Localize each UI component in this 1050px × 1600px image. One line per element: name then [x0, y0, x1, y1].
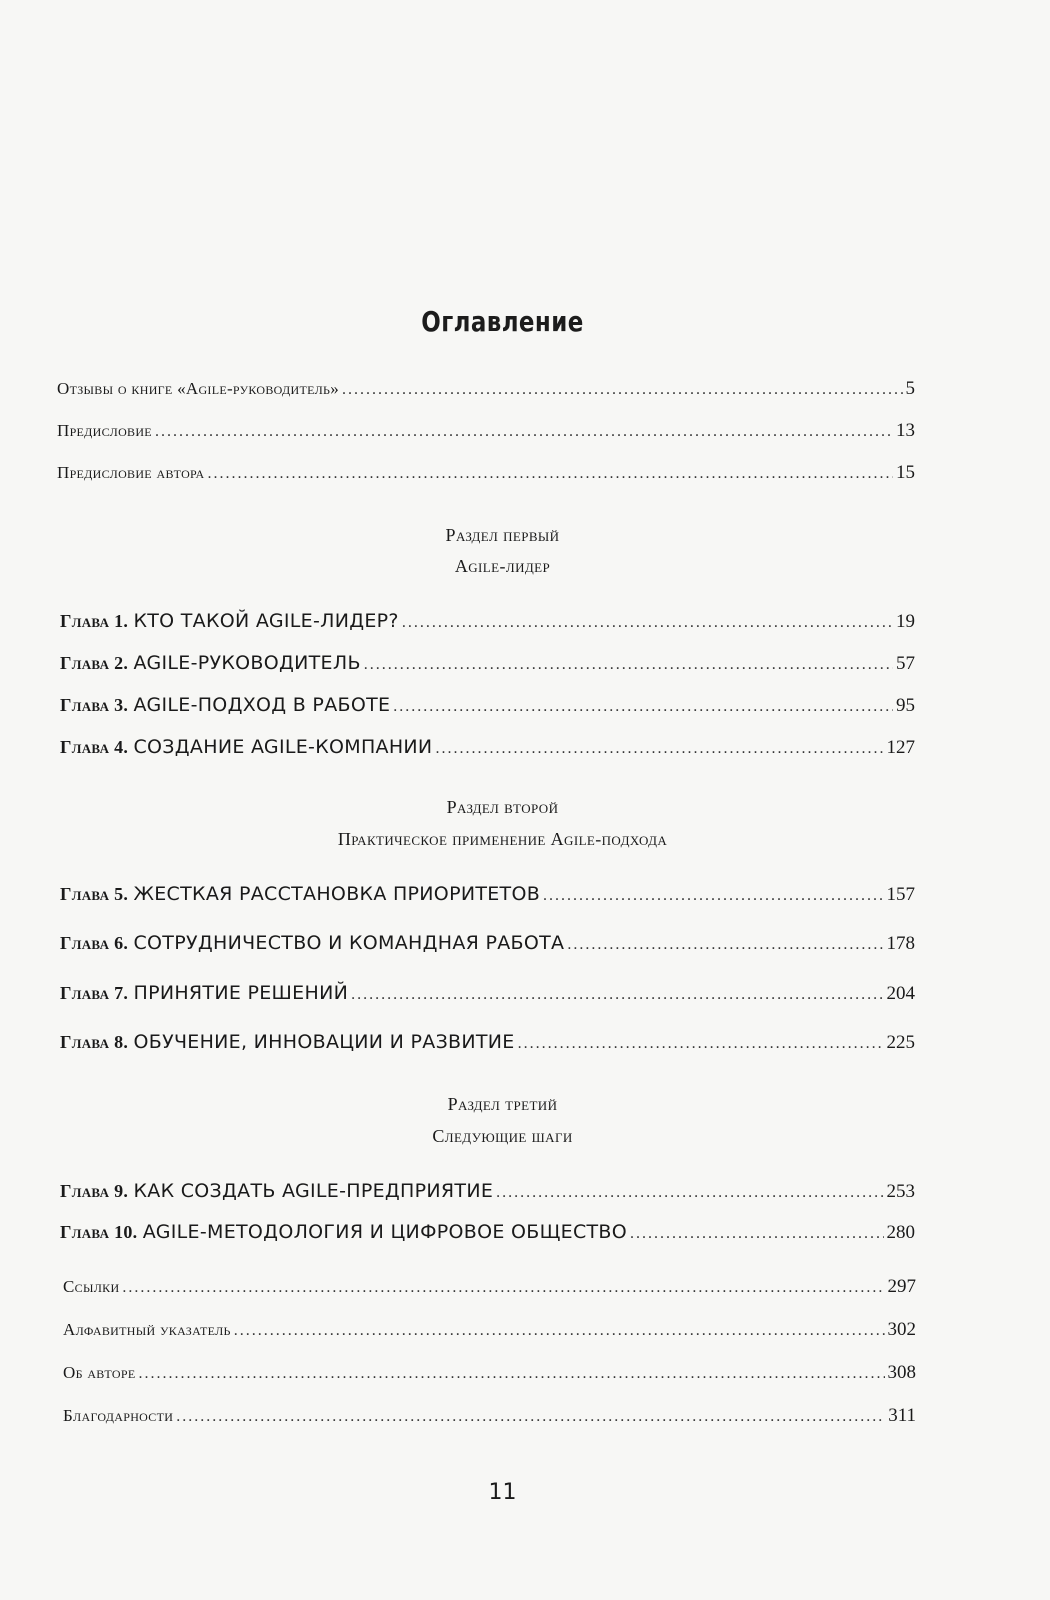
chapter-number: Глава 4. [60, 737, 129, 757]
toc-entry-acknowledgements [63, 1405, 916, 1431]
toc-entry-references [63, 1276, 916, 1302]
chapter-number: Глава 9. [60, 1181, 129, 1201]
chapter-title: AGILE-МЕТОДОЛОГИЯ И ЦИФРОВОЕ ОБЩЕСТВО [142, 1221, 628, 1243]
chapter-title: ЖЕСТКАЯ РАССТАНОВКА ПРИОРИТЕТОВ [133, 883, 541, 905]
toc-page-number: 19 [896, 611, 915, 632]
toc-page-number: 253 [886, 1181, 915, 1202]
chapter-label [60, 982, 348, 1005]
chapter-label [60, 1221, 627, 1244]
dot-leader [630, 1225, 883, 1243]
dot-leader [543, 887, 883, 905]
chapter-title: КАК СОЗДАТЬ AGILE-ПРЕДПРИЯТИЕ [133, 1180, 494, 1202]
toc-entry-label: Предисловие автора [57, 463, 205, 482]
toc-chapter-4 [60, 736, 915, 762]
toc-page-number: 302 [887, 1319, 916, 1340]
chapter-title: СОЗДАНИЕ AGILE-КОМПАНИИ [133, 736, 433, 758]
toc-chapter-7 [60, 982, 915, 1008]
chapter-title: ПРИНЯТИЕ РЕШЕНИЙ [133, 982, 349, 1004]
toc-page-number: 157 [886, 884, 915, 905]
dot-leader [496, 1184, 883, 1202]
chapter-number: Глава 5. [60, 884, 129, 904]
toc-page-number: 204 [886, 983, 915, 1004]
section-subtitle: Следующие шаги [432, 1126, 573, 1146]
toc-page-number: 15 [896, 462, 915, 483]
toc-page-number: 13 [896, 420, 915, 441]
chapter-number: Глава 1. [60, 611, 129, 631]
dot-leader [155, 423, 893, 441]
chapter-number: Глава 10. [60, 1222, 138, 1242]
toc-page-number: 5 [905, 378, 915, 399]
section-subtitle: Agile-лидер [454, 556, 551, 576]
toc-entry-label: Ссылки [63, 1277, 120, 1296]
dot-leader [234, 1322, 885, 1340]
dot-leader [207, 465, 893, 483]
section-heading: Раздел второй [446, 797, 559, 817]
toc-entry-label: Отзывы о книге «Agile-руководитель» [57, 379, 340, 398]
toc-chapter-3 [60, 694, 915, 720]
toc-entry-label: Предисловие [57, 421, 152, 440]
chapter-number: Глава 8. [60, 1032, 129, 1052]
toc-entry-label: Благодарности [63, 1406, 174, 1425]
toc-page-number: 95 [896, 695, 915, 716]
toc-chapter-10 [60, 1221, 915, 1247]
chapter-title: КТО ТАКОЙ AGILE-ЛИДЕР? [133, 610, 399, 632]
toc-entry-index [63, 1319, 916, 1345]
toc-entry-about-author [63, 1362, 916, 1388]
toc-entry-foreword [57, 420, 915, 446]
toc-page-number: 127 [886, 737, 915, 758]
chapter-number: Глава 3. [60, 695, 129, 715]
chapter-title: AGILE-ПОДХОД В РАБОТЕ [133, 694, 391, 716]
dot-leader [435, 740, 883, 758]
toc-page-number: 280 [886, 1222, 915, 1243]
dot-leader [518, 1035, 884, 1053]
chapter-label [60, 736, 432, 759]
toc-page-number: 57 [896, 653, 915, 674]
dot-leader [567, 936, 883, 954]
section-heading: Раздел третий [447, 1094, 558, 1114]
chapter-number: Глава 6. [60, 933, 129, 953]
chapter-label [60, 932, 564, 955]
chapter-label [60, 1180, 493, 1203]
toc-page-number: 308 [887, 1362, 916, 1383]
toc-chapter-9 [60, 1180, 915, 1206]
dot-leader [138, 1365, 884, 1383]
chapter-number: Глава 7. [60, 983, 129, 1003]
chapter-label [60, 652, 361, 675]
dot-leader [393, 698, 893, 716]
dot-leader [402, 614, 893, 632]
chapter-number: Глава 2. [60, 653, 129, 673]
chapter-title: ОБУЧЕНИЕ, ИННОВАЦИИ И РАЗВИТИЕ [133, 1031, 515, 1053]
toc-entry-label: Алфавитный указатель [63, 1320, 231, 1339]
dot-leader [176, 1408, 885, 1426]
toc-page-number: 225 [886, 1032, 915, 1053]
toc-entry-reviews [57, 378, 915, 404]
chapter-title: СОТРУДНИЧЕСТВО И КОМАНДНАЯ РАБОТА [133, 932, 565, 954]
toc-chapter-6 [60, 932, 915, 958]
toc-page-number: 297 [887, 1276, 916, 1297]
chapter-label [60, 1031, 515, 1054]
dot-leader [122, 1279, 884, 1297]
page-title: Оглавление [421, 305, 584, 338]
section-heading: Раздел первый [445, 525, 560, 545]
chapter-title: AGILE-РУКОВОДИТЕЛЬ [133, 652, 361, 674]
dot-leader [364, 656, 893, 674]
toc-page-number: 178 [886, 933, 915, 954]
dot-leader [342, 381, 902, 399]
chapter-label [60, 610, 399, 633]
toc-entry-author-foreword [57, 462, 915, 488]
dot-leader [351, 986, 883, 1004]
chapter-label [60, 883, 540, 906]
toc-chapter-8 [60, 1031, 915, 1057]
section-subtitle: Практическое применение Agile-подхода [337, 829, 668, 849]
toc-chapter-1 [60, 610, 915, 636]
page-number: 11 [488, 1480, 517, 1505]
toc-chapter-5 [60, 883, 915, 909]
chapter-label [60, 694, 390, 717]
toc-page-number: 311 [888, 1405, 916, 1426]
toc-entry-label: Об авторе [63, 1363, 136, 1382]
toc-chapter-2 [60, 652, 915, 678]
